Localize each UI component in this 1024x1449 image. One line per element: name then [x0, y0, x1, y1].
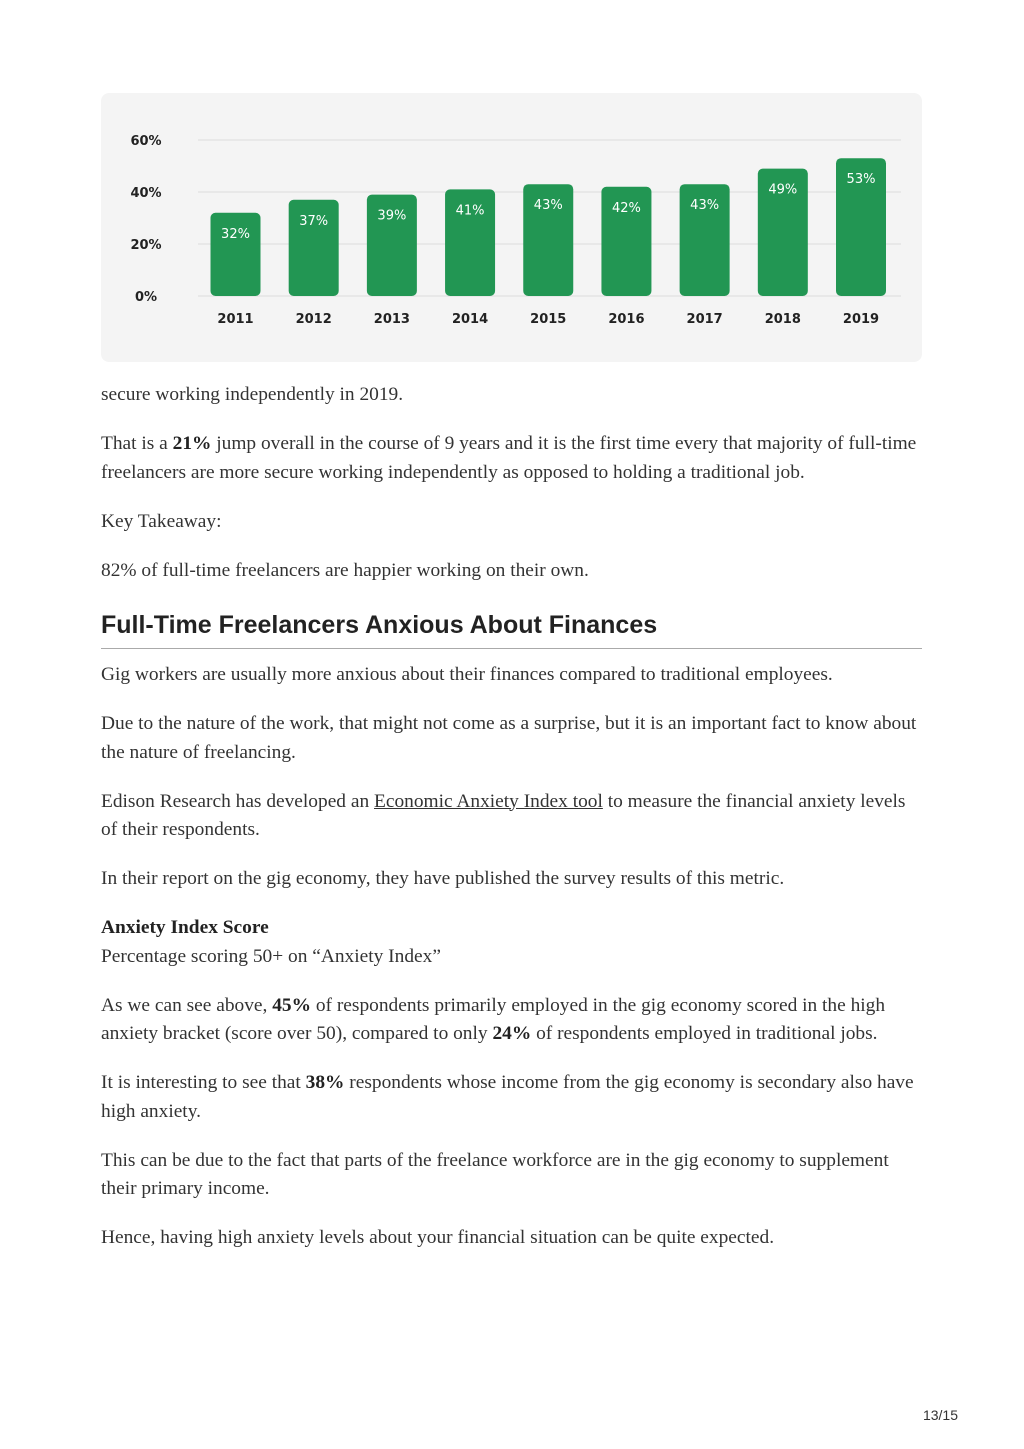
data-label: 37%: [299, 213, 329, 229]
paragraph: Key Takeaway:: [101, 510, 222, 532]
y-tick-label: 60%: [130, 134, 162, 149]
data-label: 42%: [611, 200, 641, 216]
bold-stat: 45%: [272, 994, 311, 1016]
anxiety-score-block: [101, 914, 922, 971]
paragraph: [101, 788, 922, 845]
data-label: 41%: [455, 203, 485, 219]
x-tick-label: 2016: [608, 312, 645, 327]
article-body: [101, 381, 922, 1273]
y-tick-label: 40%: [130, 186, 162, 201]
x-tick-label: 2015: [530, 312, 567, 327]
bold-stat: 38%: [305, 1072, 345, 1093]
x-tick-label: 2012: [295, 312, 332, 327]
text: That is a: [101, 433, 173, 454]
x-tick-label: 2017: [686, 312, 723, 327]
data-label: 49%: [768, 182, 798, 198]
paragraph: Hence, having high anxiety levels about your financial situation can be quite expected.: [101, 1227, 775, 1248]
paragraph: 82% of full-time freelancers are happier working on their own.: [101, 559, 589, 581]
economic-anxiety-index-link[interactable]: Economic Anxiety Index tool: [374, 790, 603, 812]
x-tick-label: 2013: [373, 312, 410, 327]
paragraph: secure working independently in 2019.: [101, 384, 404, 405]
text: It is interesting to see that: [101, 1072, 306, 1093]
y-tick-label: 0%: [134, 290, 158, 305]
x-tick-label: 2014: [451, 312, 489, 327]
text: of respondents employed in traditional jobs.: [531, 1023, 878, 1044]
text: of respondents primarily employed in the gig economy scored in the high anxiety bracket (score over 50), compared to only: [101, 994, 886, 1044]
bold-stat: 21%: [172, 433, 212, 454]
data-label: 53%: [846, 172, 876, 188]
paragraph: In their report on the gig economy, they have published the survey results of this metric.: [101, 868, 785, 889]
paragraph: Gig workers are usually more anxious about their finances compared to traditional employees.: [101, 664, 833, 685]
paragraph: This can be due to the fact that parts of the freelance workforce are in the gig economy to supplement their primary income.: [101, 1149, 889, 1199]
page-number: 13/15: [922, 1407, 958, 1423]
bar-chart-card: [101, 93, 922, 362]
x-tick-label: 2019: [842, 312, 880, 327]
paragraph: [101, 1069, 922, 1126]
data-label: 43%: [533, 198, 563, 214]
data-label: 43%: [690, 198, 720, 214]
bold-stat: 24%: [492, 1023, 532, 1044]
bar-chart: [101, 93, 922, 362]
paragraph: Due to the nature of the work, that might not come as a surprise, but it is an important fact to know about the nature of freelancing.: [101, 713, 917, 763]
x-tick-label: 2011: [217, 312, 254, 327]
text: As we can see above,: [101, 994, 273, 1016]
score-subtitle: Percentage scoring 50+ on “Anxiety Index”: [101, 945, 441, 967]
text: respondents whose income from the gig economy is secondary also have high anxiety.: [101, 1072, 914, 1122]
text: to measure the financial anxiety levels of their respondents.: [101, 790, 906, 840]
score-title: Anxiety Index Score: [101, 917, 269, 938]
section-heading: Full-Time Freelancers Anxious About Finances: [101, 610, 922, 649]
x-tick-label: 2018: [764, 312, 801, 327]
paragraph: [101, 430, 922, 487]
paragraph: [101, 992, 922, 1049]
text: Edison Research has developed an: [101, 790, 374, 812]
data-label: 39%: [377, 208, 407, 224]
data-label: 32%: [221, 226, 250, 242]
bar: [211, 213, 261, 296]
y-tick-label: 20%: [130, 238, 162, 253]
text: jump overall in the course of 9 years and it is the first time every that majority of full-time freelancers are more secure working independently as opposed to holding a traditional job.: [101, 433, 917, 483]
